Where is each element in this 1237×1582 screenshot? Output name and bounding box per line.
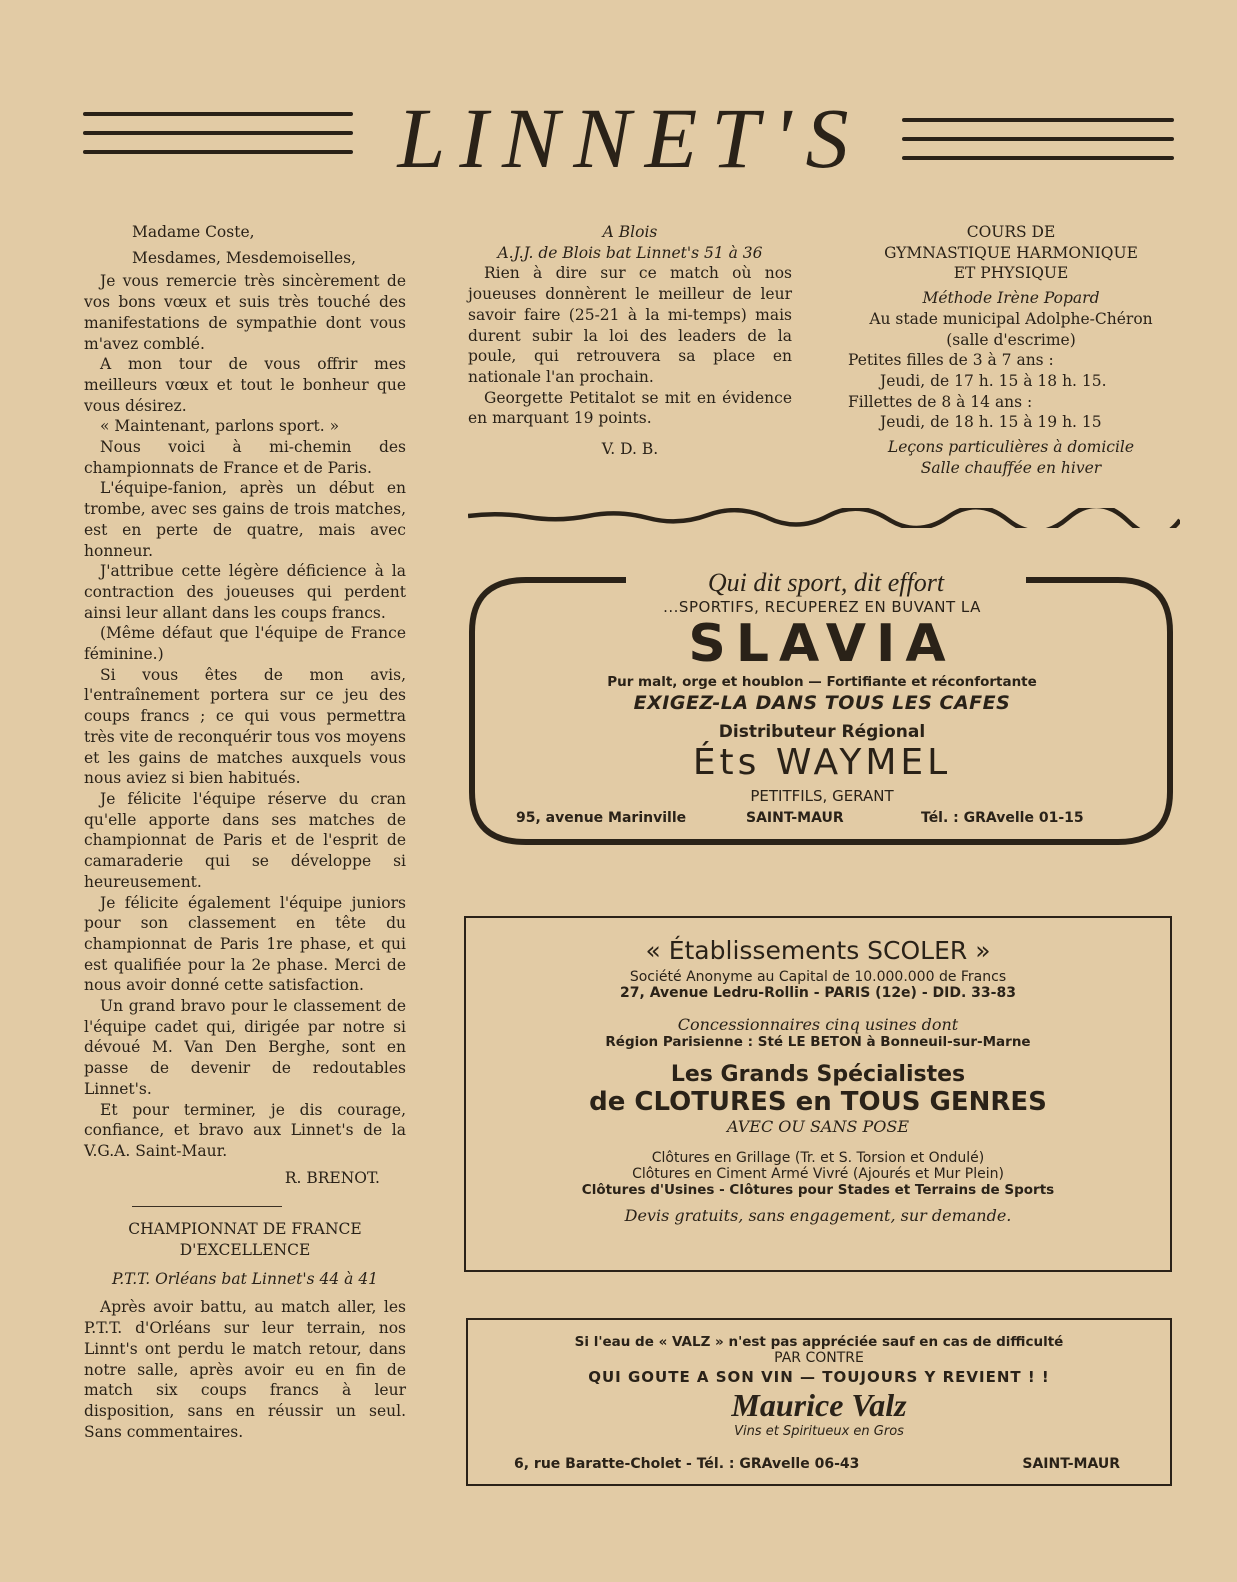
cours-title-3: ET PHYSIQUE [953,264,1069,283]
scoler-item: Clôtures en Ciment Armé Vivré (Ajourés et Mur Plein) [632,1166,1004,1182]
cours-column [848,222,1174,478]
cours-method: Méthode Irène Popard [922,289,1100,308]
wavy-divider [468,508,1180,528]
valz-address: 6, rue Baratte-Cholet - Tél. : GRAvelle 06-43 [514,1456,860,1472]
letter-paragraph: L'équipe-fanion, après un début en trombe, avec ses gains de trois matches, est en perte de quatre, mais avec honneur. [84,479,406,560]
scoler-line-1: Société Anonyme au Capital de 10.000.000 de Francs [629,969,1007,985]
letter-paragraph: Nous voici à mi-chemin des championnats de France et de Paris. [84,438,406,477]
letter-paragraph: Je vous remercie très sincèrement de vos bons vœux et suis très touché des manifestations de sympathie dont vous m'avez comblé. [84,272,406,353]
cours-place: Au stade municipal Adolphe-Chéron [869,309,1153,328]
blois-paragraph: Georgette Petitalot se mit en évidence en marquant 19 points. [468,388,792,428]
letter-column [84,222,406,1442]
slavia-company: Éts WAYMEL [692,742,952,783]
blois-paragraph: Rien à dire sur ce match où nos joueuses donnèrent le meilleur de leur savoir faire (25-21 à la mi-temps) mais durent subir la loi des leaders de la poule, qui retrouvera sa place en nationale l'an prochain. [468,264,792,386]
page-title: LINNET'S [397,90,863,186]
cours-room: (salle d'escrime) [946,330,1076,349]
letter-paragraph: Je félicite également l'équipe juniors pour son classement en tête du championnat de Paris 1re phase, et qui est qualifiée pour la 2e phase. Merci de nous avoir donné cette satisfaction. [84,893,406,995]
letter-paragraph: « Maintenant, parlons sport. » [100,417,340,436]
valz-city: SAINT-MAUR [1022,1456,1120,1472]
scoler-headline-2: de CLOTURES en TOUS GENRES [589,1087,1047,1117]
valz-line-2: PAR CONTRE [774,1350,864,1366]
valz-trade: Vins et Spiritueux en Gros [734,1424,904,1439]
scoler-headline-3: AVEC OU SANS POSE [726,1117,910,1136]
valz-name: Maurice Valz [731,1387,907,1423]
cours-note-2: Salle chauffée en hiver [920,458,1102,477]
ad-valz [466,1318,1172,1486]
championnat-body: Après avoir battu, au match aller, les P.T.T. d'Orléans sur leur terrain, nos Linnt's ont perdu le match retour, dans notre salle, après avoir eu en fin de match six coups francs à leur disposition, sans en réussir un seul. Sans commentaires. [84,1298,406,1441]
slavia-city: SAINT-MAUR [746,810,844,826]
scoler-line-2: 27, Avenue Ledru-Rollin - PARIS (12e) - DID. 33-83 [620,985,1016,1001]
valz-line-3: QUI GOUTE A SON VIN — TOUJOURS Y REVIENT ! ! [588,1368,1050,1386]
scoler-item: Clôtures en Grillage (Tr. et S. Torsion et Ondulé) [651,1150,985,1166]
slavia-line-4: Distributeur Régional [718,722,926,742]
header-stripe-left-3 [83,150,353,154]
championnat-subtitle: P.T.T. Orléans bat Linnet's 44 à 41 [111,1269,379,1288]
slavia-address: 95, avenue Marinville [516,810,687,826]
letter-salutation-2: Mesdames, Mesdemoiselles, [132,248,357,267]
championnat-heading-1: CHAMPIONNAT DE FRANCE [128,1220,362,1239]
scoler-footer: Devis gratuits, sans engagement, sur demande. [624,1206,1012,1225]
letter-paragraph: Un grand bravo pour le classement de l'équipe cadet qui, dirigée par notre si dévoué M. Van Den Berghe, sont en passe de devenir de redoutables Linnet's. [84,997,406,1098]
cours-time-2: Jeudi, de 18 h. 15 à 19 h. 15 [880,413,1102,432]
letter-paragraph: A mon tour de vous offrir mes meilleurs vœux et tout le bonheur que vous désirez. [84,355,406,415]
slavia-tagline: Qui dit sport, dit effort [626,568,1026,598]
slavia-line-1: ...SPORTIFS, RECUPEREZ EN BUVANT LA [663,598,981,616]
ad-slavia [466,568,1178,852]
section-divider [132,1206,282,1207]
letter-signature: R. BRENOT. [284,1168,380,1187]
header-stripe-right-2 [902,137,1174,141]
header-stripe-right-3 [902,156,1174,160]
cours-time-1: Jeudi, de 17 h. 15 à 18 h. 15. [880,371,1107,390]
slavia-line-2: Pur malt, orge et houblon — Fortifiante et réconfortante [607,674,1037,690]
cours-group-2: Fillettes de 8 à 14 ans : [848,392,1033,411]
letter-paragraph: Je félicite l'équipe réserve du cran qu'elle apporte dans ses matches de championnat de Paris et de l'esprit de camaraderie qui se développe si heureusement. [84,789,406,891]
scoler-item: Clôtures d'Usines - Clôtures pour Stades et Terrains de Sports [581,1182,1055,1198]
slavia-brand: SLAVIA [688,614,956,674]
letter-salutation-1: Madame Coste, [132,223,255,241]
header-stripe-right-1 [902,118,1174,122]
letter-paragraph: Si vous êtes de mon avis, l'entraînement portera sur ce jeu des coups francs ; ce qui vous permettra très vite de reconquérir tous vos moyens et les gains de matches auxquels vous nous aviez si bien habitués. [84,665,406,788]
letter-paragraph: (Même défaut que l'équipe de France féminine.) [84,624,406,664]
blois-subtitle: A.J.J. de Blois bat Linnet's 51 à 36 [497,243,763,262]
scoler-line-3: Concessionnaires cinq usines dont [677,1015,959,1034]
slavia-line-3: EXIGEZ-LA DANS TOUS LES CAFES [633,692,1011,714]
cours-title-1: COURS DE [966,223,1056,241]
cours-group-1: Petites filles de 3 à 7 ans : [848,351,1054,370]
blois-signature: V. D. B. [601,440,659,459]
blois-place: A Blois [602,223,658,241]
scoler-headline-1: Les Grands Spécialistes [670,1062,966,1087]
ad-scoler [464,916,1172,1272]
slavia-manager: PETITFILS, GERANT [750,787,894,805]
letter-paragraph: J'attribue cette légère déficience à la contraction des joueuses qui perdent ainsi leur allant dans les coups francs. [84,562,406,622]
header-stripe-left-1 [83,112,353,116]
championnat-heading-2: D'EXCELLENCE [179,1241,311,1260]
cours-note-1: Leçons particulières à domicile [887,438,1135,457]
blois-column [468,222,792,460]
header-stripe-left-2 [83,131,353,135]
letter-paragraph: Et pour terminer, je dis courage, confiance, et bravo aux Linnet's de la V.G.A. Saint-Maur. [84,1100,406,1160]
cours-title-2: GYMNASTIQUE HARMONIQUE [884,243,1138,262]
scoler-title: « Établissements SCOLER » [645,936,991,965]
valz-line-1: Si l'eau de « VALZ » n'est pas appréciée sauf en cas de difficulté [574,1334,1064,1350]
scoler-line-4: Région Parisienne : Sté LE BETON à Bonneuil-sur-Marne [605,1034,1031,1050]
slavia-phone: Tél. : GRAvelle 01-15 [921,810,1084,826]
